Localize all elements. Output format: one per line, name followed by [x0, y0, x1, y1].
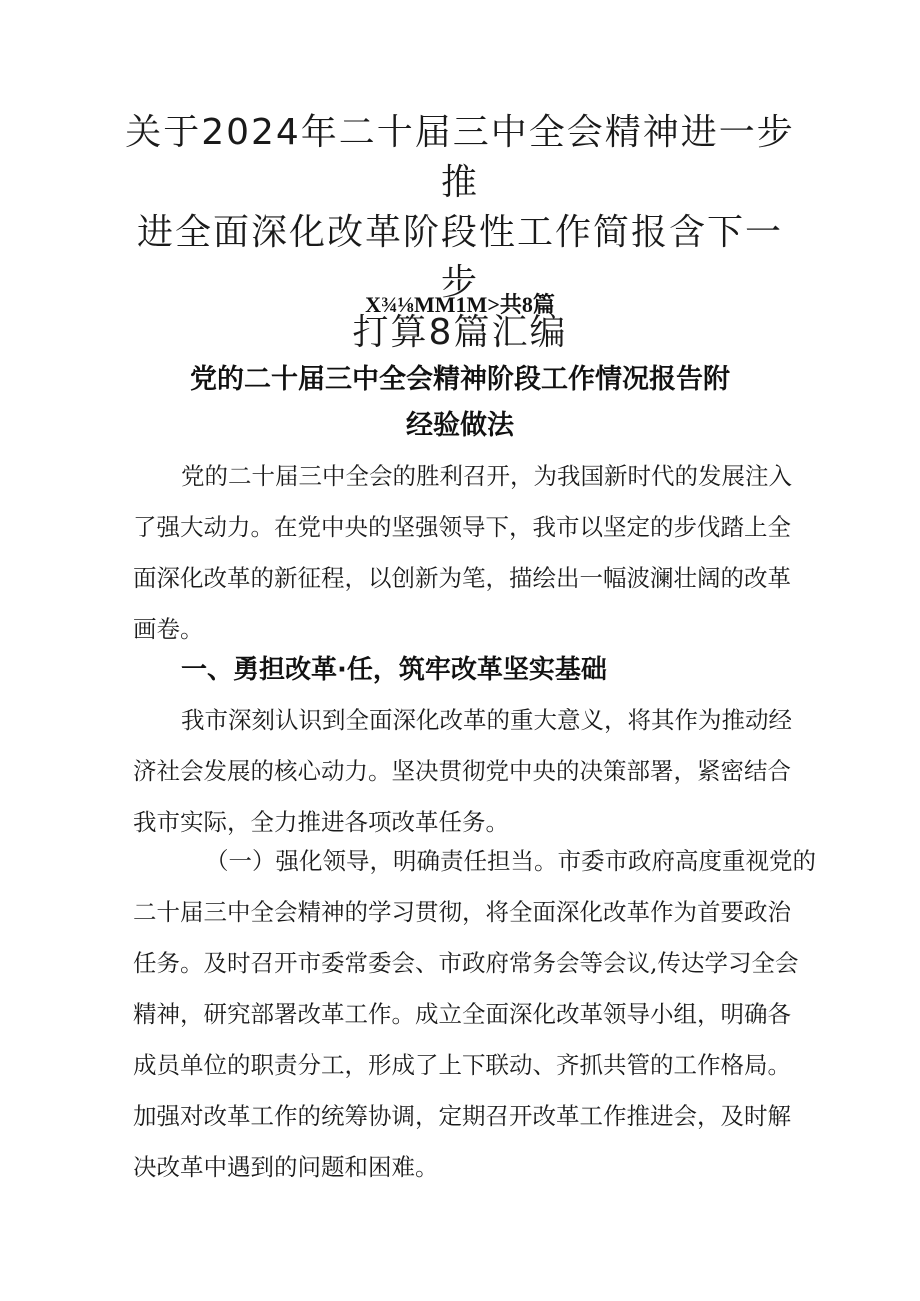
paragraph-line: 济社会发展的核心动力。坚决贯彻党中央的决策部署，紧密结合	[133, 757, 791, 785]
paragraph-line: （一）强化领导，明确责任担当。市委市政府高度重视党的	[205, 847, 816, 875]
paragraph-line: 我市深刻认识到全面深化改革的重大意义，将其作为推动经	[181, 706, 792, 734]
section-title-line: 党的二十届三中全会精神阶段工作情况报告附	[190, 364, 730, 395]
paragraph-line: 任务。及时召开市委常委会、市政府常务会等会议,传达学习全会	[133, 949, 799, 977]
paragraph-line: 加强对改革工作的统筹协调，定期召开改革工作推进会，及时解	[133, 1102, 791, 1130]
paragraph-2	[133, 695, 798, 848]
paragraph-line: 画卷。	[133, 615, 204, 643]
paragraph-line: 决改革中遇到的问题和困难。	[133, 1153, 439, 1181]
paragraph-3	[133, 836, 816, 1193]
paragraph-line: 了强大动力。在党中央的坚强领导下，我市以坚定的步伐踏上全	[133, 513, 791, 541]
heading-1: 一、勇担改革·任，筑牢改革坚实基础	[181, 655, 607, 685]
intro-paragraph	[133, 451, 798, 655]
title-line: 打算8篇汇编	[352, 312, 568, 353]
title-line: 关于2024年二十届三中全会精神进一步推	[125, 112, 795, 203]
document-subtitle: X¾⅛MM1M>共8篇	[365, 292, 555, 317]
paragraph-line: 我市实际，全力推进各项改革任务。	[133, 808, 509, 836]
paragraph-line: 成员单位的职责分工，形成了上下联动、齐抓共管的工作格局。	[133, 1051, 791, 1079]
section-title	[150, 357, 770, 449]
section-title-line: 经验做法	[406, 410, 514, 441]
title-line: 进全面深化改革阶段性工作简报含下一步	[136, 212, 783, 303]
paragraph-line: 二十届三中全会精神的学习贯彻，将全面深化改革作为首要政治	[133, 898, 791, 926]
paragraph-line: 党的二十届三中全会的胜利召开，为我国新时代的发展注入	[181, 462, 792, 490]
document-title	[120, 108, 800, 358]
paragraph-line: 精神，研究部署改革工作。成立全面深化改革领导小组，明确各	[133, 1000, 791, 1028]
paragraph-line: 面深化改革的新征程，以创新为笔，描绘出一幅波澜壮阔的改革	[133, 564, 791, 592]
